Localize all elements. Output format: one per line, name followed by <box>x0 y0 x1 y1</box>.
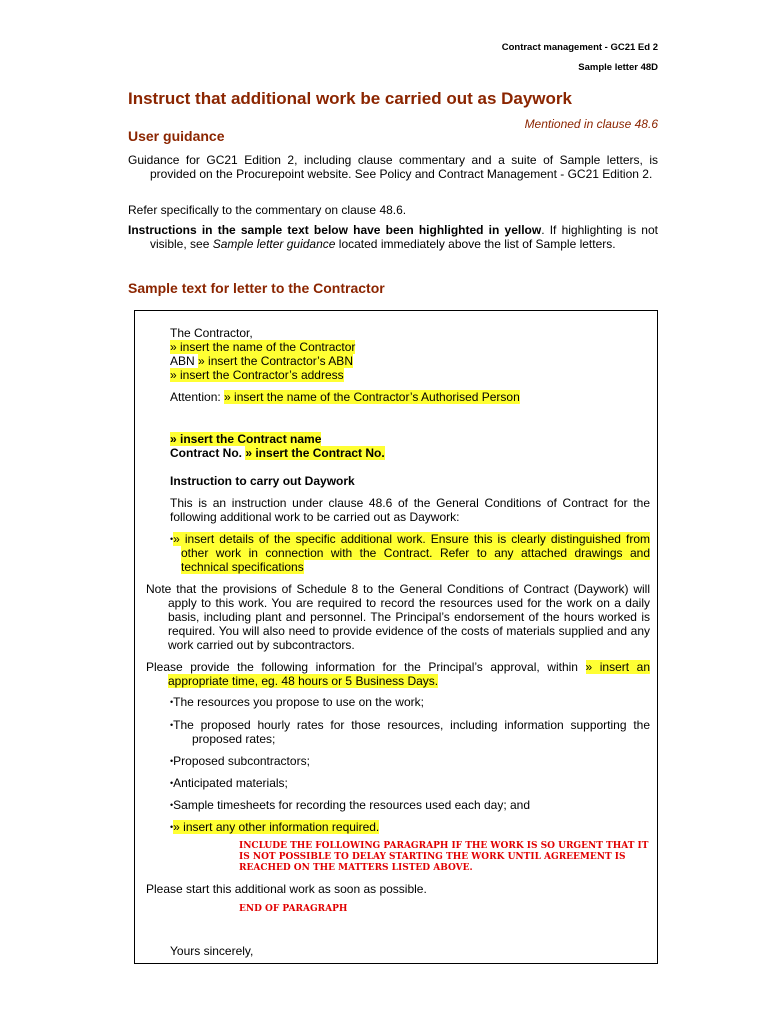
guidance-paragraph <box>128 153 658 181</box>
page-title: Instruct that additional work be carried out as Daywork <box>128 89 572 108</box>
insert-other-information: » insert any other information required. <box>173 820 380 834</box>
document-header-title: Contract management - GC21 Ed 2 <box>501 42 658 53</box>
clause-reference: Mentioned in clause 48.6 <box>524 117 658 131</box>
highlight-instructions-part-b: located immediately above the list of Sample letters. <box>335 237 616 251</box>
additional-work-bullet <box>170 532 650 574</box>
bullet-icon: • <box>170 822 174 832</box>
bullet-icon: • <box>170 800 174 810</box>
insert-work-details: » insert details of the specific additional work. Ensure this is clearly distinguished from other work in connection with the Contract. Refer to any attached drawings and technical specifications <box>173 532 650 574</box>
sample-text-heading: Sample text for letter to the Contractor <box>128 280 385 296</box>
approval-request <box>146 660 650 688</box>
bullet-icon: • <box>170 697 174 707</box>
approval-request-text: Please provide the following information for the Principal’s approval, within <box>146 660 586 674</box>
insert-contractor-name: » insert the name of the Contractor <box>170 340 356 354</box>
highlight-instructions-paragraph <box>128 223 658 251</box>
sample-letter-guidance-reference: Sample letter guidance <box>212 237 336 251</box>
insert-contract-name: » insert the Contract name <box>170 432 322 446</box>
insert-time-period: » insert an appropriate time, eg. 48 hours or 5 Business Days. <box>168 660 650 688</box>
bullet-icon: • <box>170 756 174 766</box>
abn-label: ABN <box>170 354 199 368</box>
daywork-note: Note that the provisions of Schedule 8 to the General Conditions of Contract (Daywork) will apply to this work. You are required to record the resources used for the work on a daily basis, including plant and personnel. The Principal’s endorsement of the hours worked is required. You will also need to provide evidence of the costs of materials supplied and any work carried out by subcontractors. <box>146 582 650 652</box>
contract-number-label: Contract No. <box>170 446 246 460</box>
highlight-instructions-bold: Instructions in the sample text below have been highlighted in yellow <box>128 223 542 237</box>
start-work-sentence: Please start this additional work as soon as possible. <box>146 882 427 896</box>
document-header-letter-number: Sample letter 48D <box>578 62 658 73</box>
highlight-instructions-part-a: . If highlighting is not visible, see <box>150 223 658 251</box>
letter-addressee: The Contractor, <box>170 326 253 340</box>
bullet-icon: • <box>170 534 174 544</box>
letter-intro: This is an instruction under clause 48.6 of the General Conditions of Contract for the following additional work to be carried out as Daywork: <box>170 496 650 524</box>
letter-subject: Instruction to carry out Daywork <box>170 474 355 488</box>
urgent-instruction-note: INCLUDE THE FOLLOWING PARAGRAPH IF THE WORK IS SO URGENT THAT IT IS NOT POSSIBLE TO DELAY STARTING THE WORK UNTIL AGREEMENT IS REACHED ON THE MATTERS LISTED ABOVE. <box>239 841 649 873</box>
end-of-paragraph-marker: END OF PARAGRAPH <box>239 904 348 914</box>
attention-label: Attention: <box>170 390 225 404</box>
insert-authorised-person: » insert the name of the Contractor’s Authorised Person <box>224 390 520 404</box>
bullet-icon: • <box>170 778 174 788</box>
list-item <box>170 820 650 834</box>
sample-letter-box <box>134 310 658 964</box>
bullet-icon: • <box>170 720 174 730</box>
attention-line <box>170 390 520 404</box>
user-guidance-heading: User guidance <box>128 128 225 144</box>
insert-abn: » insert the Contractor’s ABN <box>198 354 353 368</box>
list-item: •Anticipated materials; <box>170 776 288 790</box>
commentary-reference-paragraph <box>128 203 658 217</box>
insert-contract-number: » insert the Contract No. <box>245 446 385 460</box>
list-item: •The resources you propose to use on the work; <box>170 695 424 709</box>
commentary-text: Refer specifically to the commentary on clause 48.6. <box>128 203 407 217</box>
contract-number-line <box>170 446 385 460</box>
letter-closing: Yours sincerely, <box>170 944 254 958</box>
list-item: •Proposed subcontractors; <box>170 754 310 768</box>
highlight-instructions-text <box>128 223 658 251</box>
list-item: •The proposed hourly rates for those resources, including information supporting the proposed rates; <box>170 718 650 746</box>
guidance-text: Guidance for GC21 Edition 2, including clause commentary and a suite of Sample letters, is provided on the Procurepoint website. See Policy and Contract Management - GC21 Edition 2. <box>128 153 658 181</box>
list-item: •Sample timesheets for recording the resources used each day; and <box>170 798 531 812</box>
insert-contractor-address: » insert the Contractor’s address <box>170 368 344 382</box>
abn-line <box>170 354 353 368</box>
